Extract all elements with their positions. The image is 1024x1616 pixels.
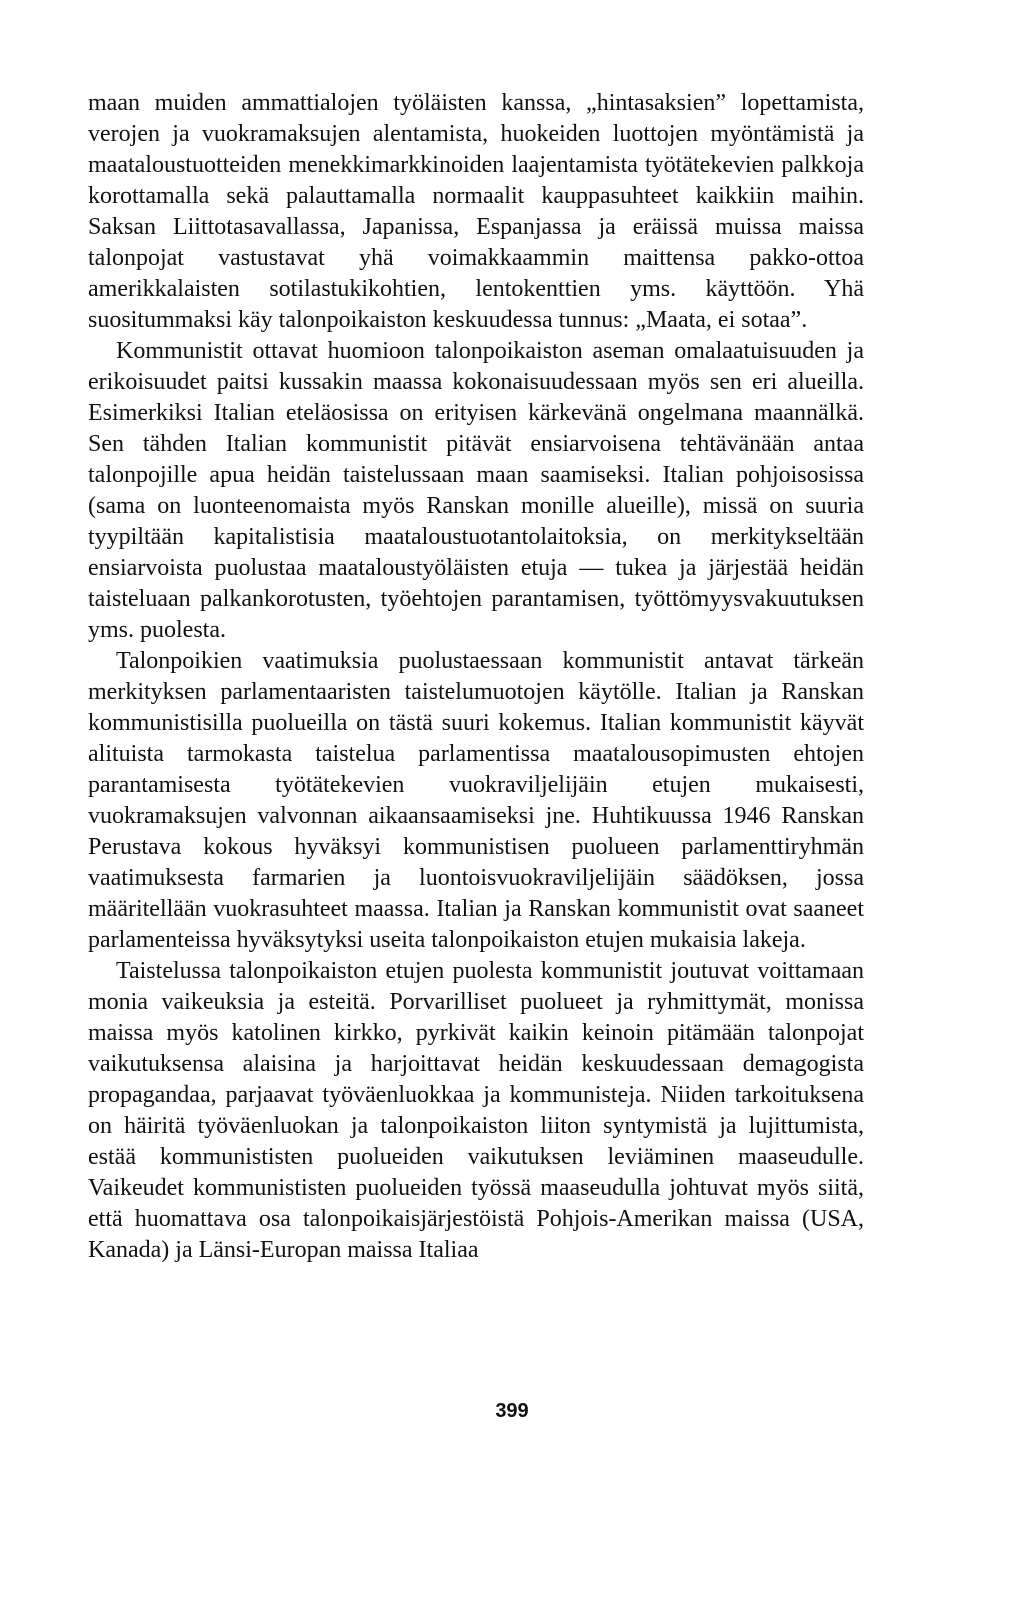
paragraph-3: Talonpoikien vaatimuksia puolustaessaan kommunistit antavat tärkeän merkityksen parlamentaaristen taistelumuotojen käytölle. Italian ja Ranskan kommunistisilla puolueilla on tästä suuri kokemus. Italian kommunistit käyvät alituista tarmokasta taistelua parlamentissa maatalousopimusten ehtojen parantamisesta työtätekevien vuokraviljelijäin etujen mukaisesti, vuokramaksujen valvonnan aikaansaamiseksi jne. Huhtikuussa 1946 Ranskan Perustava kokous hyväksyi kommunistisen puolueen parlamenttiryhmän vaatimuksesta farmarien ja luontoisvuokraviljelijäin säädöksen, jossa määritellään vuokrasuhteet maassa. Italian ja Ranskan kommunistit ovat saaneet parlamenteissa hyväksytyksi useita talonpoikaiston etujen mukaisia lakeja.	[88, 648, 864, 953]
page-body	[88, 88, 864, 1266]
paragraph-4: Taistelussa talonpoikaiston etujen puolesta kommunistit joutuvat voittamaan monia vaikeuksia ja esteitä. Porvarilliset puolueet ja ryhmittymät, monissa maissa myös katolinen kirkko, pyrkivät kaikin keinoin pitämään talonpojat vaikutuksensa alaisina ja harjoittavat heidän keskuudessaan demagogista propagandaa, parjaavat työväenluokkaa ja kommunisteja. Niiden tarkoituksena on häiritä työväenluokan ja talonpoikaiston liiton syntymistä ja lujittumista, estää kommunististen puolueiden vaikutuksen leviäminen maaseudulle. Vaikeudet kommunististen puolueiden työssä maaseudulla johtuvat myös siitä, että huomattava osa talonpoikaisjärjestöistä Pohjois-Amerikan maissa (USA, Kanada) ja Länsi-Europan maissa Italiaa	[88, 958, 864, 1263]
page-number: 399	[495, 1400, 529, 1422]
paragraph-1: maan muiden ammattialojen työläisten kanssa, „hintasaksien” lopettamista, verojen ja vuokramaksujen alentamista, huokeiden luottojen myöntämistä ja maataloustuotteiden menekkimarkkinoiden laajentamista työtätekevien palkkoja korottamalla sekä palauttamalla normaalit kauppasuhteet kaikkiin maihin. Saksan Liittotasavallassa, Japanissa, Espanjassa ja eräissä muissa maissa talonpojat vastustavat yhä voimakkaammin maittensa pakko-ottoa amerikkalaisten sotilastukikohtien, lentokenttien yms. käyttöön. Yhä suositummaksi käy talonpoikaiston keskuudessa tunnus: „Maata, ei sotaa”.	[88, 90, 864, 333]
paragraph-2: Kommunistit ottavat huomioon talonpoikaiston aseman omalaatuisuuden ja erikoisuudet paitsi kussakin maassa kokonaisuudessaan myös sen eri alueilla. Esimerkiksi Italian eteläosissa on erityisen kärkevänä ongelmana maannälkä. Sen tähden Italian kommunistit pitävät ensiarvoisena tehtävänään antaa talonpojille apua heidän taistelussaan maan saamiseksi. Italian pohjoisosissa (sama on luonteenomaista myös Ranskan monille alueille), missä on suuria tyypiltään kapitalistisia maataloustuotantolaitoksia, on merkitykseltään ensiarvoista puolustaa maataloustyöläisten etuja — tukea ja järjestää heidän taisteluaan palkankorotusten, työehtojen parantamisen, työttömyysvakuutuksen yms. puolesta.	[88, 338, 864, 643]
